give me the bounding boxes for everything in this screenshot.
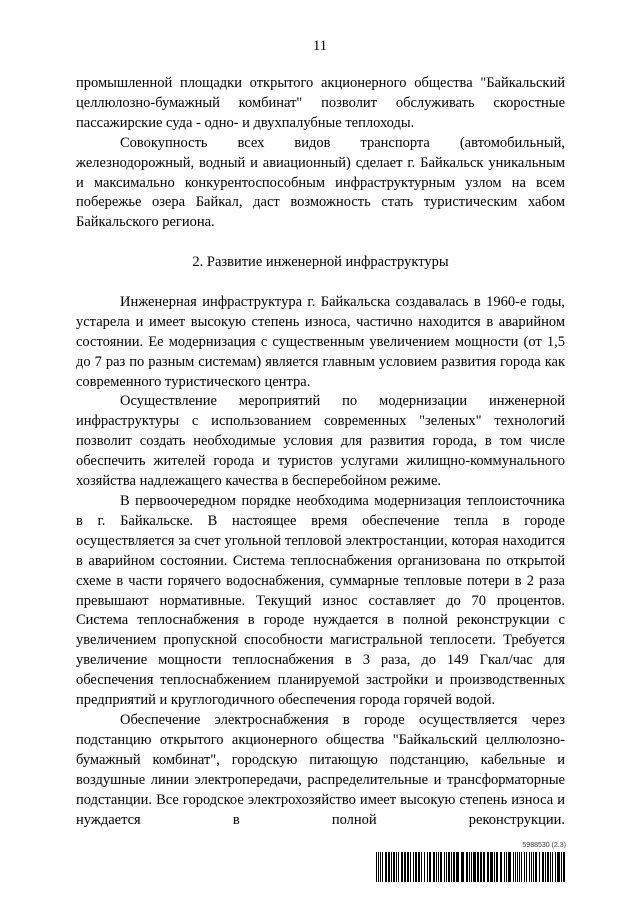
paragraph-4: Осуществление мероприятий по модернизации инженерной инфраструктуры с использованием современных "зеленых" технологий позволит создать необходимые условия для развития города, в том числе обеспечить жителей города и туристов услугами жилищно-коммунального хозяйства надлежащего качества в бесперебойном режиме. (76, 393, 565, 490)
document-barcode (362, 842, 566, 882)
paragraph-6: Обеспечение электроснабжения в городе осуществляется через подстанцию открытого акционерного общества "Байкальский целлюлозно-бумажный комбинат", городскую питающую подстанцию, кабельные и воздушные линии электропередачи, распределительные и трансформаторные подстанции. Все городское электрохозяйство имеет высокую степень износа и нуждается в полной реконструкции. (76, 711, 565, 828)
paragraph-2: Совокупность всех видов транспорта (автомобильный, железнодорожный, водный и авиационный) сделает г. Байкальск уникальным и максимально конкурентоспособным инфраструктурным узлом на всем побережье озера Байкал, даст возможность стать туристическим хабом Байкальского региона. (76, 134, 565, 231)
section-heading: 2. Развитие инженерной инфраструктуры (192, 254, 449, 271)
paragraph-1: промышленной площадки открытого акционерного общества "Байкальский целлюлозно-бумажный комбинат" позволит обслуживать скоростные пассажирские суда - одно- и двухпалубные теплоходы. (76, 75, 565, 131)
paragraph-3: Инженерная инфраструктура г. Байкальска создавалась в 1960-е годы, устарела и имеет высокую степень износа, частично находится в аварийном состоянии. Ее модернизация с существенным увеличением мощности (от 1,5 до 7 раз по разным системам) является главным условием развития города как современного туристического центра. (76, 293, 565, 390)
document-body (76, 74, 565, 830)
barcode-icon (376, 852, 566, 882)
page-number: 11 (313, 38, 327, 54)
paragraph-5: В первоочередном порядке необходима модернизация теплоисточника в г. Байкальске. В настоящее время обеспечение тепла в городе осуществляется за счет угольной тепловой электростанции, которая находится в аварийном состоянии. Система теплоснабжения организована по открытой схеме в части горячего водоснабжения, суммарные тепловые потери в 2 раза превышают нормативные. Текущий износ составляет до 70 процентов. Система теплоснабжения в городе нуждается в полной реконструкции с увеличением пропускной способности магистральной теплосети. Требуется увеличение мощности теплоснабжения в 3 раза, до 149 Гкал/час для обеспечения теплоснабжением планируемой застройки и производственных предприятий и круглогодичного обеспечения города горячей водой. (76, 493, 565, 709)
barcode-label: 5988530 (2.3) (522, 842, 566, 849)
